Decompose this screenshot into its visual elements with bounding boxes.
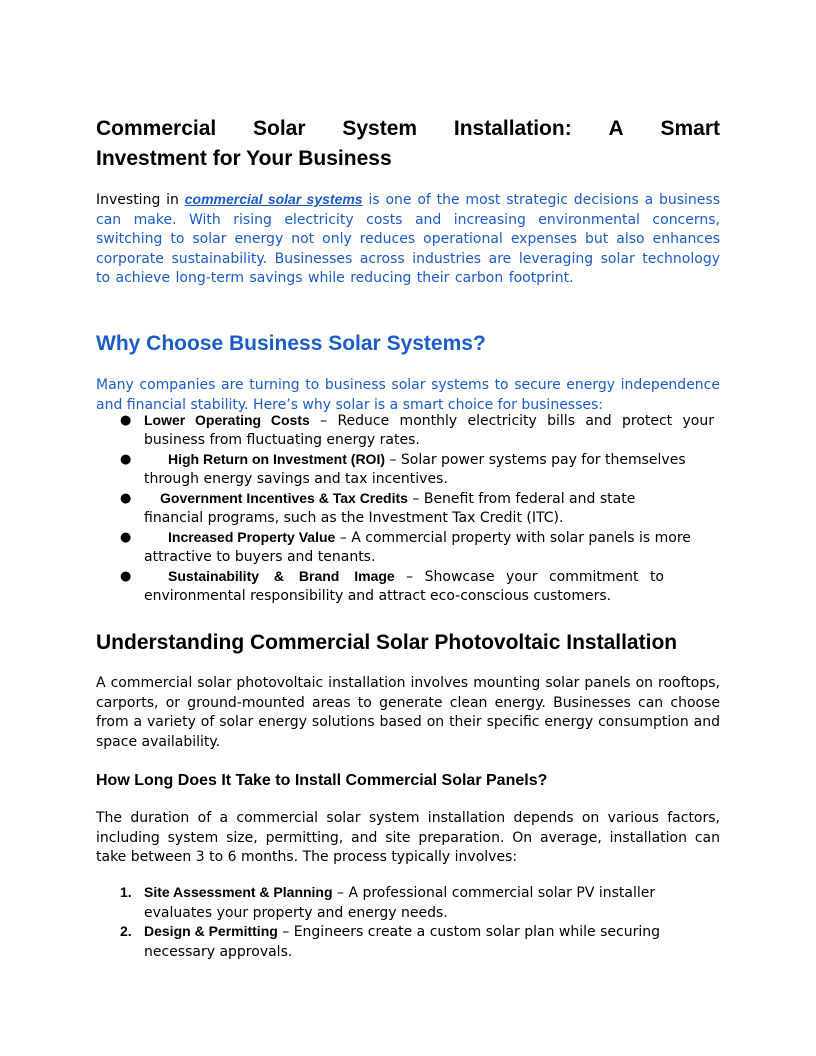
benefit-label: High Return on Investment (ROI) bbox=[168, 451, 385, 467]
why-choose-heading: Why Choose Business Solar Systems? bbox=[96, 332, 486, 355]
benefit-label: Increased Property Value bbox=[168, 529, 336, 545]
title-word: Installation: bbox=[453, 117, 572, 140]
title-word: Solar bbox=[253, 117, 306, 140]
intro-prefix: Investing in bbox=[96, 192, 185, 208]
install-duration-paragraph: The duration of a commercial solar system installation depends on various factors, including system size, permitting, and site preparation. On average, installation can take between 3 to 6 months. The process typically involves: bbox=[96, 810, 720, 865]
commercial-solar-systems-link[interactable]: commercial solar systems bbox=[184, 191, 363, 207]
bullet-icon: ● bbox=[120, 491, 132, 506]
step-label: Site Assessment & Planning bbox=[144, 884, 333, 900]
page-title-line-2: Investment for Your Business bbox=[96, 147, 392, 170]
benefit-label: Sustainability & Brand Image bbox=[168, 568, 395, 584]
benefit-text: – Showcase your commitment to environmental responsibility and attract eco-conscious customers. bbox=[144, 569, 664, 604]
intro-paragraph bbox=[96, 190, 720, 289]
step-label: Design & Permitting bbox=[144, 923, 278, 939]
bullet-icon: ● bbox=[120, 569, 132, 584]
page-title-line-1 bbox=[96, 114, 720, 144]
benefit-text: – Reduce monthly electricity bills and protect your business from fluctuating energy rates. bbox=[144, 413, 714, 448]
title-word: Smart bbox=[660, 117, 720, 140]
step-number: 1. bbox=[120, 884, 132, 900]
install-duration-heading: How Long Does It Take to Install Commercial Solar Panels? bbox=[96, 772, 548, 789]
why-intro-paragraph: Many companies are turning to business solar systems to secure energy independence and financial stability. Here’s why solar is a smart choice for businesses: bbox=[96, 377, 720, 413]
pv-installation-heading: Understanding Commercial Solar Photovoltaic Installation bbox=[96, 631, 678, 654]
page-title bbox=[96, 114, 720, 174]
title-word: Commercial bbox=[96, 117, 217, 140]
benefit-text: – Benefit from federal and state financial programs, such as the Investment Tax Credit (ITC). bbox=[144, 491, 636, 526]
bullet-icon: ● bbox=[120, 413, 132, 428]
step-text: – Engineers create a custom solar plan while securing necessary approvals. bbox=[144, 924, 660, 960]
bullet-icon: ● bbox=[120, 452, 132, 467]
intro-rest: is one of the most strategic decisions a business can make. With rising electricity costs and increasing environmental concerns, switching to solar energy not only reduces operational expenses but also enhances corporate sustainability. Businesses across industries are leveraging solar technology to achieve long-term savings while reducing their carbon footprint. bbox=[96, 192, 721, 286]
title-word: System bbox=[342, 117, 418, 140]
benefit-label: Lower Operating Costs bbox=[144, 412, 310, 428]
pv-paragraph: A commercial solar photovoltaic installation involves mounting solar panels on rooftops, carports, or ground-mounted areas to generate clean energy. Businesses can choose from a variety of solar energy solutions based on their specific energy consumption and space availability. bbox=[96, 675, 720, 750]
bullet-icon: ● bbox=[120, 530, 132, 545]
benefit-text: – Solar power systems pay for themselves through energy savings and tax incentives. bbox=[144, 452, 686, 487]
benefit-label: Government Incentives & Tax Credits bbox=[160, 490, 408, 506]
title-word: A bbox=[608, 117, 624, 140]
step-number: 2. bbox=[120, 923, 132, 939]
step-text: – A professional commercial solar PV installer evaluates your property and energy needs. bbox=[144, 885, 656, 921]
benefit-text: – A commercial property with solar panels is more attractive to buyers and tenants. bbox=[144, 530, 691, 565]
